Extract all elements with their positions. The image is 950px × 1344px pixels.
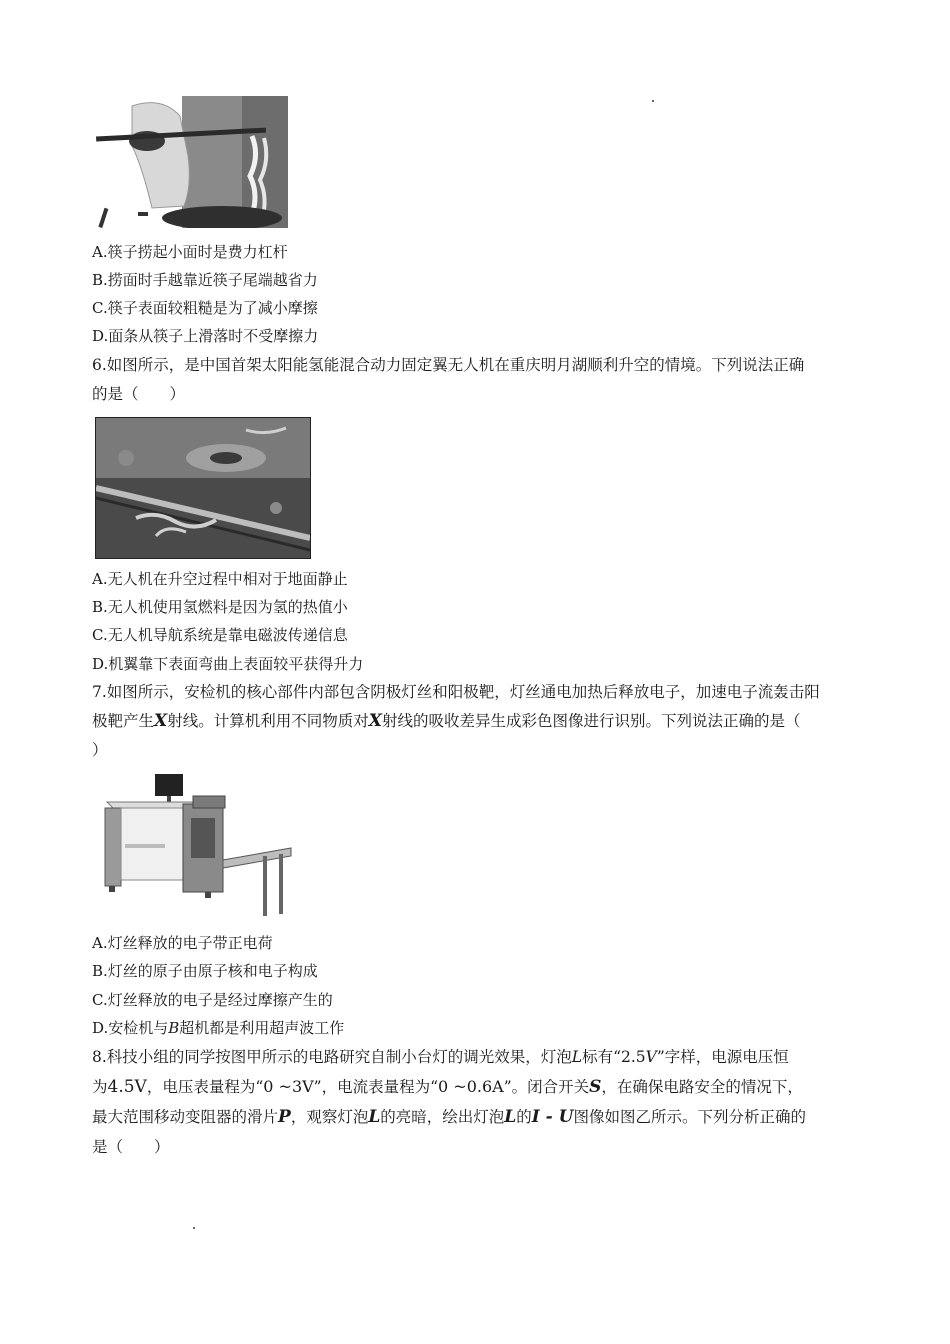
q7-text: 射线。计算机利用不同物质对 — [167, 712, 369, 730]
scanner-illustration — [95, 770, 295, 922]
q8-text: ，在确保电路安全的情况下， — [601, 1078, 803, 1096]
q7-option-d — [92, 1018, 344, 1038]
chopsticks-photo — [92, 96, 288, 228]
q8-text: ，电压表量程为“ — [146, 1078, 264, 1096]
q7-option-d-text: D.安检机与 — [92, 1019, 169, 1037]
q7-stem-line1: 7.如图所示，安检机的核心部件内部包含阴极灯丝和阳极靶，灯丝通电加热后释放电子，加速电子流轰击阳 — [92, 683, 820, 701]
security-scanner-photo — [95, 770, 295, 922]
chopsticks-illustration — [92, 96, 288, 228]
switch-symbol: S — [589, 1077, 602, 1097]
scan-speck — [193, 1227, 195, 1229]
q8-text: ”。闭合开关 — [503, 1078, 590, 1096]
q8-text: ”字样，电源电压恒 — [656, 1048, 789, 1066]
q8-text: 图像如图乙所示。下列分析正确的 — [573, 1108, 806, 1126]
q8-text: 为 — [92, 1078, 108, 1096]
q8-text: 的 — [516, 1108, 532, 1126]
x-ray-symbol: X — [154, 711, 168, 731]
slider-symbol: P — [278, 1107, 291, 1127]
q8-text: 8.科技小组的同学按图甲所示的电路研究自制小台灯的调光效果，灯泡 — [92, 1048, 572, 1066]
q8-text: 最大范围移动变阻器的滑片 — [92, 1108, 279, 1126]
drone-photo — [95, 417, 311, 559]
q7-option-c: C.灯丝释放的电子是经过摩擦产生的 — [92, 991, 333, 1009]
voltmeter-range: 0 ~3V — [263, 1077, 314, 1096]
q6-option-b: B.无人机使用氢燃料是因为氢的热值小 — [92, 598, 348, 616]
q6-stem-line2: 的是（ ） — [92, 385, 186, 403]
q8-text: 的亮暗，绘出灯泡 — [380, 1108, 505, 1126]
q8-stem-line3 — [92, 1107, 806, 1127]
bulb-symbol: L — [571, 1048, 583, 1066]
bulb-symbol: L — [504, 1107, 517, 1127]
q8-stem-line2 — [92, 1077, 803, 1097]
drone-illustration — [96, 418, 310, 558]
q5-option-b: B.捞面时手越靠近筷子尾端越省力 — [92, 271, 318, 289]
q6-option-d: D.机翼靠下表面弯曲上表面较平获得升力 — [92, 655, 364, 673]
q7-option-a: A.灯丝释放的电子带正电荷 — [92, 934, 273, 952]
q8-stem-line1 — [92, 1047, 789, 1067]
q8-text: ，观察灯泡 — [290, 1108, 369, 1126]
b-ultrasound-symbol: B — [168, 1019, 180, 1037]
bulb-symbol: L — [368, 1107, 381, 1127]
q7-option-d-text: 超机都是利用超声波工作 — [179, 1019, 345, 1037]
q7-stem-line2 — [92, 711, 800, 731]
ammeter-range: 0 ~0.6A — [438, 1077, 504, 1096]
iu-graph-symbol: I - U — [531, 1107, 574, 1127]
q7-stem-line3: ） — [92, 741, 108, 759]
scan-speck — [652, 100, 654, 102]
q8-stem-line4: 是（ ） — [92, 1138, 170, 1156]
q6-option-a: A.无人机在升空过程中相对于地面静止 — [92, 570, 348, 588]
q5-option-a: A.筷子捞起小面时是费力杠杆 — [92, 243, 288, 261]
q8-text: ”，电流表量程为“ — [313, 1078, 439, 1096]
q5-option-d: D.面条从筷子上滑落时不受摩擦力 — [92, 327, 319, 345]
q6-option-c: C.无人机导航系统是靠电磁波传递信息 — [92, 626, 348, 644]
q7-option-b: B.灯丝的原子由原子核和电子构成 — [92, 962, 318, 980]
supply-voltage: 4.5V — [107, 1077, 147, 1097]
q6-stem-line1: 6.如图所示，是中国首架太阳能氢能混合动力固定翼无人机在重庆明月湖顺利升空的情境。下列说法正确 — [92, 356, 805, 374]
q7-text: 极靶产生 — [92, 712, 155, 730]
q5-option-c: C.筷子表面较粗糙是为了减小摩擦 — [92, 299, 318, 317]
q7-text: 射线的吸收差异生成彩色图像进行识别。下列说法正确的是（ — [381, 712, 801, 730]
q8-text: 标有“2.5 — [582, 1048, 646, 1066]
volt-unit: V — [645, 1048, 657, 1066]
x-ray-symbol: X — [368, 711, 382, 731]
